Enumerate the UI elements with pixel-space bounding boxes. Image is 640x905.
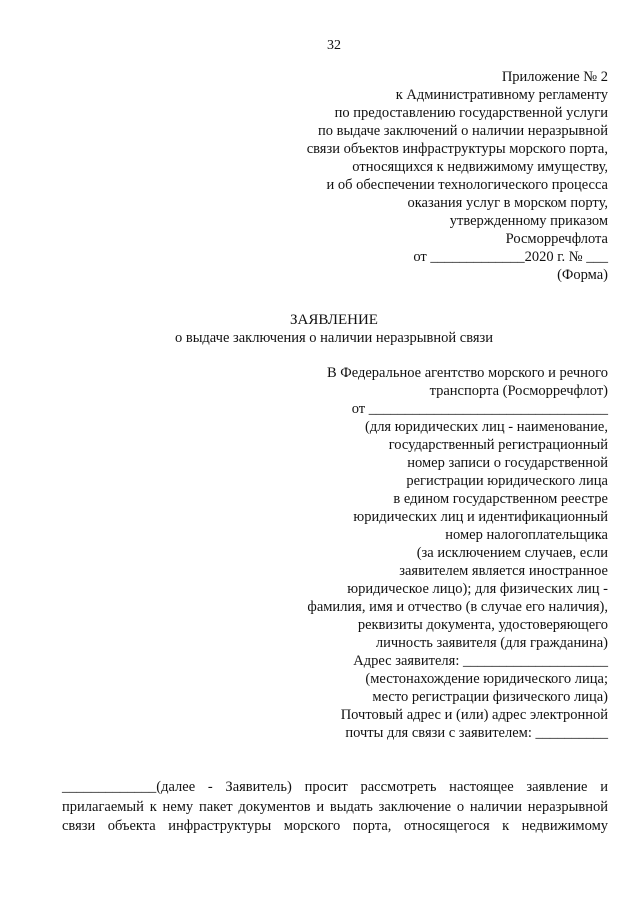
appendix-line: утвержденному приказом (449, 213, 608, 229)
applicant-blank-line: от _________________________________ (351, 401, 608, 417)
body-line: _____________(далее - Заявитель) просит рассмотреть настоящее заявление и (62, 779, 608, 795)
document-subtitle: о выдаче заключения о наличии неразрывной связи (174, 330, 494, 346)
addressee-line: Почтовый адрес и (или) адрес электронной (340, 707, 608, 723)
addressee-line: государственный регистрационный (388, 437, 608, 453)
form-label: (Форма) (557, 267, 608, 283)
addressee-block (307, 364, 608, 742)
addressee-line: транспорта (Росморречфлот) (429, 383, 608, 399)
addressee-line: в едином государственном реестре (393, 491, 608, 507)
addressee-line: заявителем является иностранное (399, 563, 608, 579)
addressee-line: номер налогоплательщика (445, 527, 608, 543)
appendix-line: к Административному регламенту (395, 87, 608, 103)
addressee-line: номер записи о государственной (407, 455, 608, 471)
body-line: прилагаемый к нему пакет документов и выдать заключение о наличии неразрывной (62, 798, 608, 815)
addressee-line: В Федеральное агентство морского и речного (327, 365, 608, 381)
addressee-line: фамилия, имя и отчество (в случае его наличия), (307, 599, 608, 615)
appendix-line: связи объектов инфраструктуры морского порта, (306, 141, 608, 157)
appendix-date-line: от _____________2020 г. № ___ (413, 249, 608, 265)
appendix-line: по предоставлению государственной услуги (334, 105, 608, 121)
addressee-line: (для юридических лиц - наименование, (364, 419, 608, 435)
appendix-line: оказания услуг в морском порту, (407, 195, 608, 211)
addressee-line: юридических лиц и идентификационный (353, 509, 608, 525)
addressee-line: юридическое лицо); для физических лиц - (347, 581, 608, 597)
addressee-line: (местонахождение юридического лица; (365, 671, 608, 687)
page-number: 32 (327, 38, 341, 53)
appendix-line: относящихся к недвижимому имуществу, (352, 159, 608, 175)
appendix-line: Росморречфлота (505, 231, 608, 247)
appendix-header (307, 68, 608, 284)
contact-address-line: почты для связи с заявителем: __________ (345, 725, 608, 741)
document-title: ЗАЯВЛЕНИЕ (290, 312, 378, 328)
applicant-address-line: Адрес заявителя: ____________________ (353, 653, 608, 669)
appendix-line: и об обеспечении технологического процесса (326, 177, 608, 193)
appendix-line: Приложение № 2 (501, 69, 608, 85)
addressee-line: регистрации юридического лица (406, 473, 608, 489)
addressee-line: (за исключением случаев, если (416, 545, 608, 561)
statement-body (62, 778, 608, 837)
body-line: связи объекта инфраструктуры морского порта, относящегося к недвижимому (62, 818, 608, 834)
addressee-line: реквизиты документа, удостоверяющего (357, 617, 608, 633)
addressee-line: личность заявителя (для гражданина) (375, 635, 608, 651)
addressee-line: место регистрации физического лица) (372, 689, 608, 705)
appendix-line: по выдаче заключений о наличии неразрывной (317, 123, 608, 139)
